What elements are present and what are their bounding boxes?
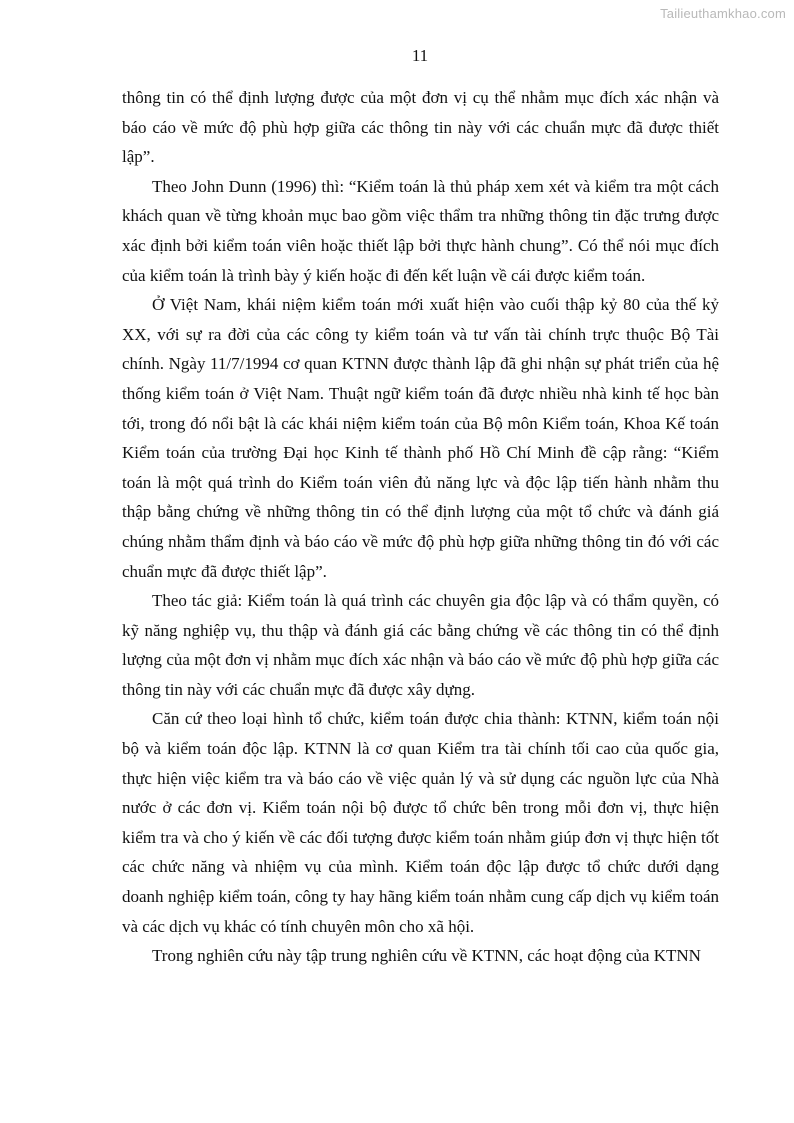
paragraph-continued: thông tin có thể định lượng được của một đơn vị cụ thể nhằm mục đích xác nhận và báo cáo về mức độ phù hợp giữa các thông tin này với các chuẩn mực đã được thiết lập”. <box>122 88 719 167</box>
paragraph-john-dunn: Theo John Dunn (1996) thì: “Kiểm toán là thủ pháp xem xét và kiểm tra một cách khách quan về từng khoản mục bao gồm việc thẩm tra những thông tin đặc trưng được xác định bởi kiểm toán viên hoặc thiết lập bởi thực hành chung”. Có thể nói mục đích của kiểm toán là trình bày ý kiến hoặc đi đến kết luận về cái được kiểm toán. <box>122 176 719 285</box>
paragraph-classification: Căn cứ theo loại hình tổ chức, kiểm toán được chia thành: KTNN, kiểm toán nội bộ và kiểm toán độc lập. KTNN là cơ quan Kiểm tra tài chính tối cao của quốc gia, thực hiện việc kiểm tra và báo cáo về việc quản lý và sử dụng các nguồn lực của Nhà nước ở các đơn vị. Kiểm toán nội bộ được tổ chức bên trong mỗi đơn vị, thực hiện kiểm tra và cho ý kiến về các đối tượng được kiểm toán nhằm giúp đơn vị thực hiện tốt các chức năng và nhiệm vụ của mình. Kiểm toán độc lập được tổ chức dưới dạng doanh nghiệp kiểm toán, công ty hay hãng kiểm toán nhằm cung cấp dịch vụ kiểm toán và các dịch vụ khác có tính chuyên môn cho xã hội. <box>122 709 719 936</box>
document-body <box>122 83 719 971</box>
watermark: Tailieuthamkhao.com <box>660 6 786 21</box>
paragraph-vietnam: Ở Việt Nam, khái niệm kiểm toán mới xuất hiện vào cuối thập kỷ 80 của thế kỷ XX, với sự ra đời của các công ty kiểm toán và tư vấn tài chính trực thuộc Bộ Tài chính. Ngày 11/7/1994 cơ quan KTNN được thành lập đã ghi nhận sự phát triển của hệ thống kiểm toán ở Việt Nam. Thuật ngữ kiểm toán đã được nhiều nhà kinh tế học bàn tới, trong đó nổi bật là các khái niệm kiểm toán của Bộ môn Kiểm toán, Khoa Kế toán Kiểm toán của trường Đại học Kinh tế thành phố Hồ Chí Minh đề cập rằng: “Kiểm toán là một quá trình do Kiểm toán viên đủ năng lực và độc lập tiến hành nhằm thu thập bằng chứng về những thông tin có thể định lượng của một tổ chức và đánh giá chúng nhằm thẩm định và báo cáo về mức độ phù hợp giữa những thông tin đó với các chuẩn mực đã được thiết lập”. <box>122 295 719 581</box>
page-number: 11 <box>411 46 429 65</box>
paragraph-author-definition: Theo tác giả: Kiểm toán là quá trình các chuyên gia độc lập và có thẩm quyền, có kỹ năng nghiệp vụ, thu thập và đánh giá các bằng chứng về các thông tin có thể định lượng của một đơn vị nhằm mục đích xác nhận và báo cáo về mức độ phù hợp giữa các thông tin này với các chuẩn mực đã được xây dựng. <box>122 591 719 699</box>
paragraph-research-focus: Trong nghiên cứu này tập trung nghiên cứu về KTNN, các hoạt động của KTNN <box>152 946 701 966</box>
